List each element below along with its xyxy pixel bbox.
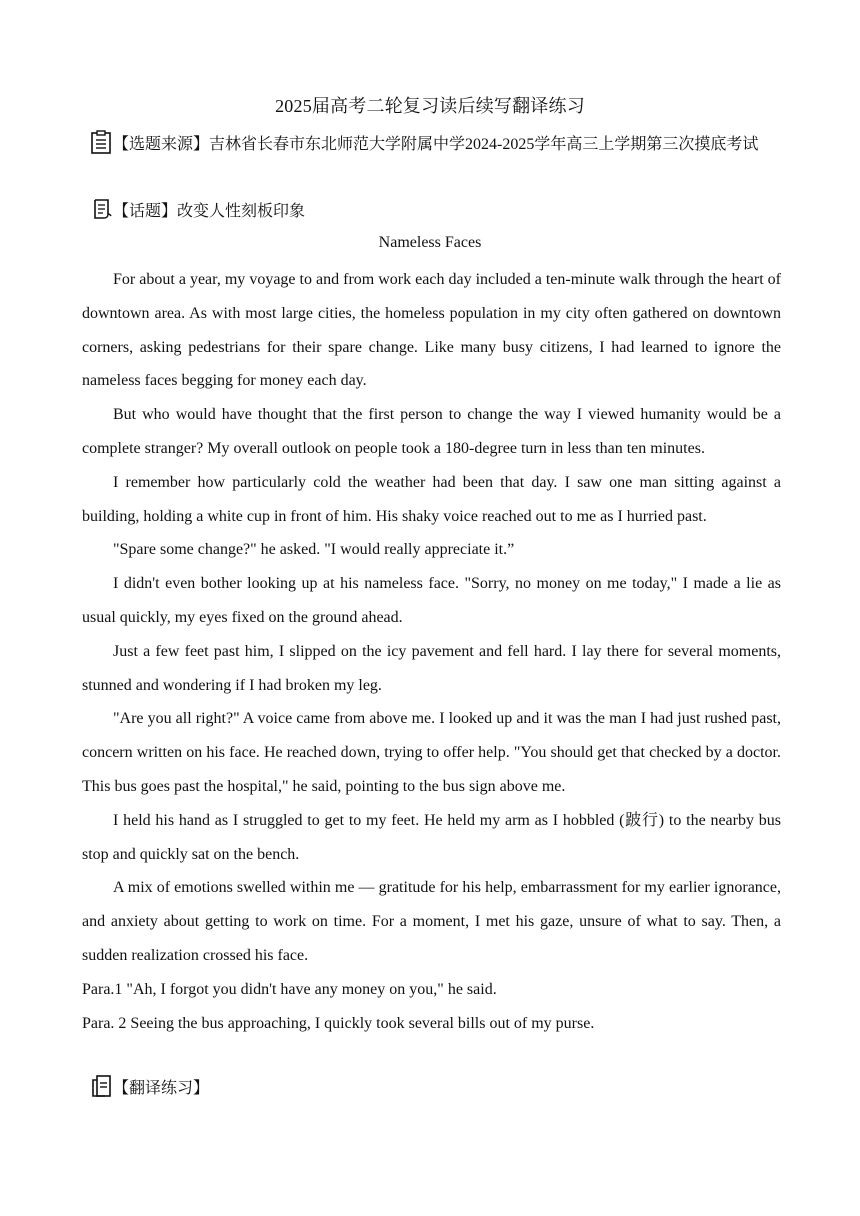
para2-prompt: Para. 2 Seeing the bus approaching, I quickly took several bills out of my purse. [82,1014,595,1032]
paragraph: I didn't even bother looking up at his nameless face. "Sorry, no money on me today," I made a lie as usual quickly, my eyes fixed on the ground ahead. [82,575,781,626]
paragraph: A mix of emotions swelled within me — gratitude for his help, embarrassment for my earlier ignorance, and anxiety about getting to work on time. For a moment, I met his gaze, unsure of what to say. Then, a sudden realization crossed his face. [82,879,781,964]
topic-line [82,195,782,234]
topic-text: 【话题】改变人性刻板印象 [113,203,306,220]
paragraph: "Are you all right?" A voice came from above me. I looked up and it was the man I had just rushed past, concern written on his face. He reached down, trying to offer help. "You should get that checked by a doctor. This bus goes past the hospital," he said, pointing to the bus sign above me. [82,710,781,795]
scroll-icon [90,197,112,234]
source-text: 【选题来源】吉林省长春市东北师范大学附属中学2024-2025学年高三上学期第三次摸底考试 [113,136,759,153]
paragraph: Just a few feet past him, I slipped on the icy pavement and fell hard. I lay there for several moments, stunned and wondering if I had broken my leg. [82,642,781,694]
paragraph: For about a year, my voyage to and from work each day included a ten-minute walk through the heart of downtown area. As with most large cities, the homeless population in my city often gathered on downtown corners, asking pedestrians for their spare change. Like many busy citizens, I had learned to ignore the nameless faces begging for money each day. [82,271,781,390]
story-title: Nameless Faces [378,234,482,251]
practice-text: 【翻译练习】 [113,1080,210,1097]
para1-prompt: Para.1 "Ah, I forgot you didn't have any money on you," he said. [82,980,497,998]
paragraph: But who would have thought that the first person to change the way I viewed humanity would be a complete stranger? My overall outlook on people took a 180-degree turn in less than ten minutes. [82,406,781,457]
source-line [82,128,782,167]
paragraph: I remember how particularly cold the weather had been that day. I saw one man sitting against a building, holding a white cup in front of him. His shaky voice reached out to me as I hurried past. [82,473,781,525]
clipboard-icon [90,130,112,167]
paragraph: I held his hand as I struggled to get to my feet. He held my arm as I hobbled (跛行) to the nearby bus stop and quickly sat on the bench. [82,811,781,863]
paragraph: "Spare some change?" he asked. "I would really appreciate it.” [113,541,515,559]
story-body [82,263,781,1040]
document-title: 2025届高考二轮复习读后续写翻译练习 [275,96,585,116]
notebook-icon [90,1074,112,1111]
practice-line [82,1072,209,1111]
